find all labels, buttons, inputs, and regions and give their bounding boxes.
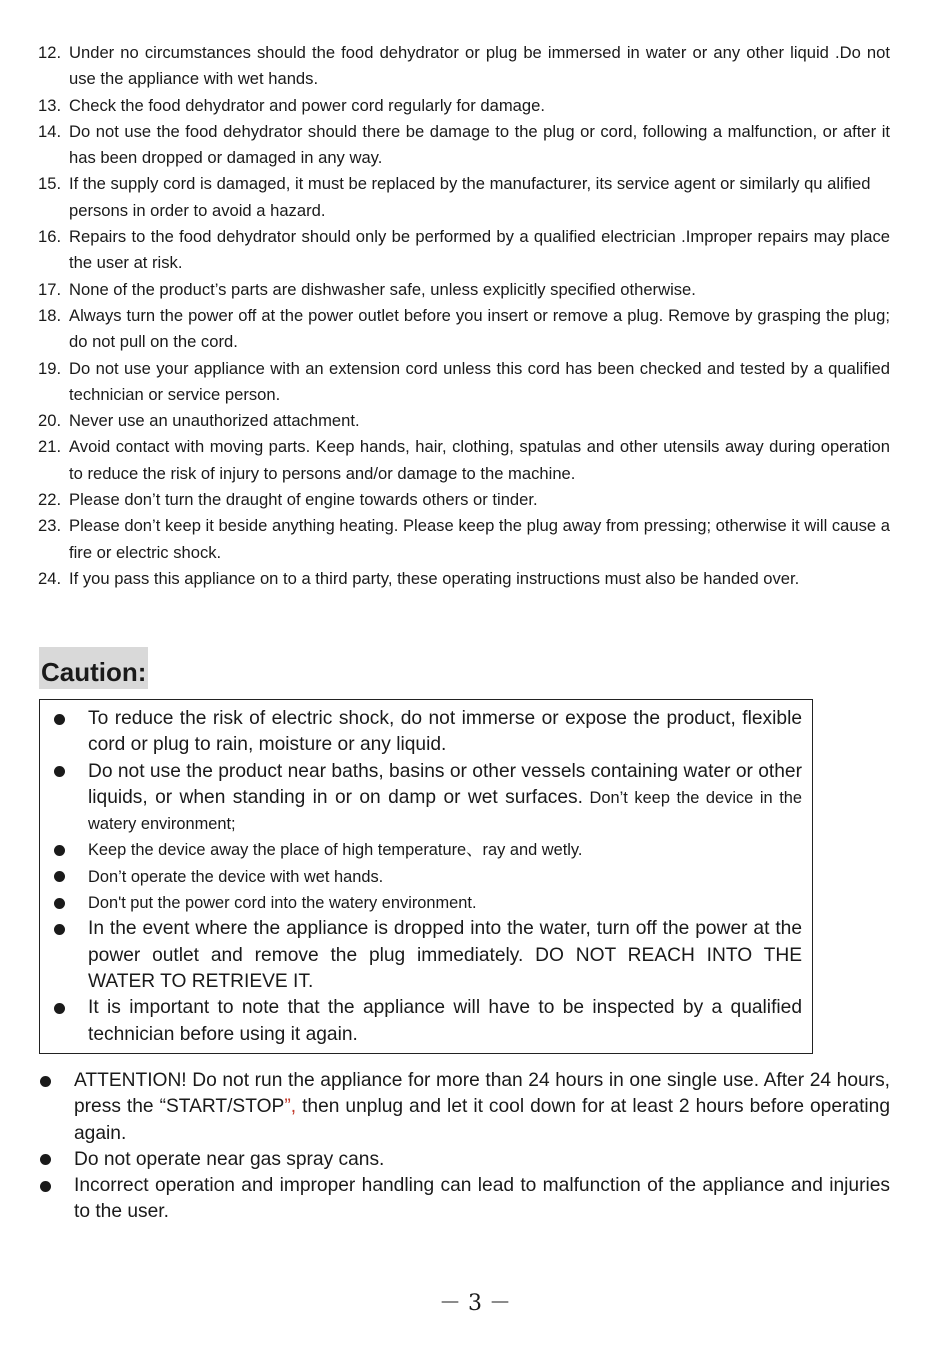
instruction-item [38, 434, 890, 487]
bullet-icon [40, 1181, 51, 1192]
item-text: If you pass this appliance on to a third party, these operating instructions must also be handed over. [69, 568, 800, 588]
item-text: Do not use the food dehydrator should there be damage to the plug or cord, following a malfunction, or after it has been dropped or damaged in any way. [69, 121, 890, 168]
attention-highlight: ”, [284, 1096, 297, 1118]
item-text: Do not use your appliance with an extension cord unless this cord has been checked and tested by a qualified technician or service person. [69, 358, 890, 404]
caution-item [40, 890, 802, 916]
item-text: Avoid contact with moving parts. Keep hands, hair, clothing, spatulas and other utensils away during operation to reduce the risk of injury to persons and/or damage to the machine. [69, 437, 890, 483]
instruction-item [38, 40, 890, 93]
item-number: 21. [38, 437, 62, 457]
instruction-item [38, 303, 890, 356]
instruction-item [38, 277, 890, 303]
attention-text-end: then unplug and let it cool down for at least 2 hours before operating again. [74, 1096, 891, 1144]
caution-list [40, 706, 802, 1048]
caution-item [40, 995, 802, 1048]
item-number: 15. [38, 174, 62, 194]
caution-text: Don't put the power cord into the watery environment. [88, 894, 477, 913]
bullet-icon [54, 924, 65, 935]
caution-heading: Caution: [39, 647, 148, 689]
item-number: 17. [38, 279, 62, 299]
instruction-item [38, 119, 890, 172]
bullet-icon [54, 871, 65, 882]
attention-text: ATTENTION! Do not run the appliance for more than 24 hours in one single use. After 24 hours, press the “START/STOP [74, 1070, 890, 1118]
instruction-item [38, 408, 890, 434]
item-text: Check the food dehydrator and power cord regularly for damage. [69, 95, 545, 115]
caution-item [40, 864, 802, 890]
bullet-icon [54, 714, 65, 725]
item-text: Please don’t turn the draught of engine towards others or tinder. [69, 490, 538, 510]
note-item-incorrect [38, 1173, 890, 1226]
bullet-icon [54, 898, 65, 909]
item-number: 12. [38, 43, 62, 62]
note-text: Incorrect operation and improper handling can lead to malfunction of the appliance and injuries to the user. [74, 1175, 890, 1223]
item-text: Always turn the power off at the power outlet before you insert or remove a plug. Remove by grasping the plug; do not pull on the cord. [69, 305, 890, 352]
caution-text: In the event where the appliance is dropped into the water, turn off the power at the power outlet and remove the plug immediately. DO NOT REACH INTO THE WATER TO RETRIEVE IT. [88, 918, 802, 992]
caution-item [40, 759, 802, 838]
item-text: Never use an unauthorized attachment. [69, 411, 360, 431]
caution-text: Keep the device away the place of high temperature、ray and wetly. [88, 841, 583, 860]
item-number: 20. [38, 411, 62, 431]
bullet-icon [54, 1003, 65, 1014]
item-text: Repairs to the food dehydrator should only be performed by a qualified electrician .Improper repairs may place the user at risk. [69, 227, 890, 273]
item-number: 14. [38, 121, 62, 141]
item-number: 22. [38, 490, 62, 510]
item-number: 13. [38, 95, 62, 115]
caution-text: To reduce the risk of electric shock, do not immerse or expose the product, flexible cord or plug to rain, moisture or any liquid. [88, 708, 802, 756]
caution-text-extra: Don’t keep the device in the watery environment; [88, 788, 802, 834]
item-number: 19. [38, 358, 62, 378]
item-text: If the supply cord is damaged, it must be replaced by the manufacturer, its service agent or similarly qu alified persons in order to avoid a hazard. [69, 174, 871, 220]
bullet-icon [40, 1154, 51, 1165]
safety-instructions-list [38, 40, 890, 592]
bullet-icon [40, 1076, 51, 1087]
note-item-gas [38, 1147, 890, 1173]
item-text: Under no circumstances should the food dehydrator or plug be immersed in water or any other liquid .Do not use the appliance with wet hands. [69, 43, 890, 89]
item-number: 16. [38, 227, 62, 247]
item-text: Please don’t keep it beside anything heating. Please keep the plug away from pressing; otherwise it will cause a fire or electric shock. [69, 516, 890, 562]
caution-box [39, 699, 813, 1054]
additional-notes-list [38, 1068, 890, 1226]
instruction-item [38, 93, 890, 119]
instruction-item [38, 566, 890, 592]
caution-text: Do not use the product near baths, basins or other vessels containing water or other liquids, or when standing in or on damp or wet surfaces. [88, 760, 802, 808]
bullet-icon [54, 845, 65, 856]
bullet-icon [54, 766, 65, 777]
item-number: 18. [38, 305, 62, 325]
caution-item [40, 916, 802, 995]
item-number: 24. [38, 568, 62, 588]
item-number: 23. [38, 516, 62, 536]
page-number: － 3 － [439, 1291, 511, 1316]
instruction-item [38, 171, 890, 224]
item-text: None of the product’s parts are dishwasher safe, unless explicitly specified otherwise. [69, 279, 696, 299]
note-item-attention [38, 1068, 890, 1147]
caution-text: Don’t operate the device with wet hands. [88, 867, 384, 886]
caution-item [40, 706, 802, 759]
caution-item [40, 837, 802, 863]
instruction-item [38, 513, 890, 566]
instruction-item [38, 224, 890, 277]
caution-text: It is important to note that the appliance will have to be inspected by a qualified technician before using it again. [88, 997, 802, 1045]
instruction-item [38, 356, 890, 409]
instruction-item [38, 487, 890, 513]
note-text: Do not operate near gas spray cans. [74, 1148, 385, 1170]
